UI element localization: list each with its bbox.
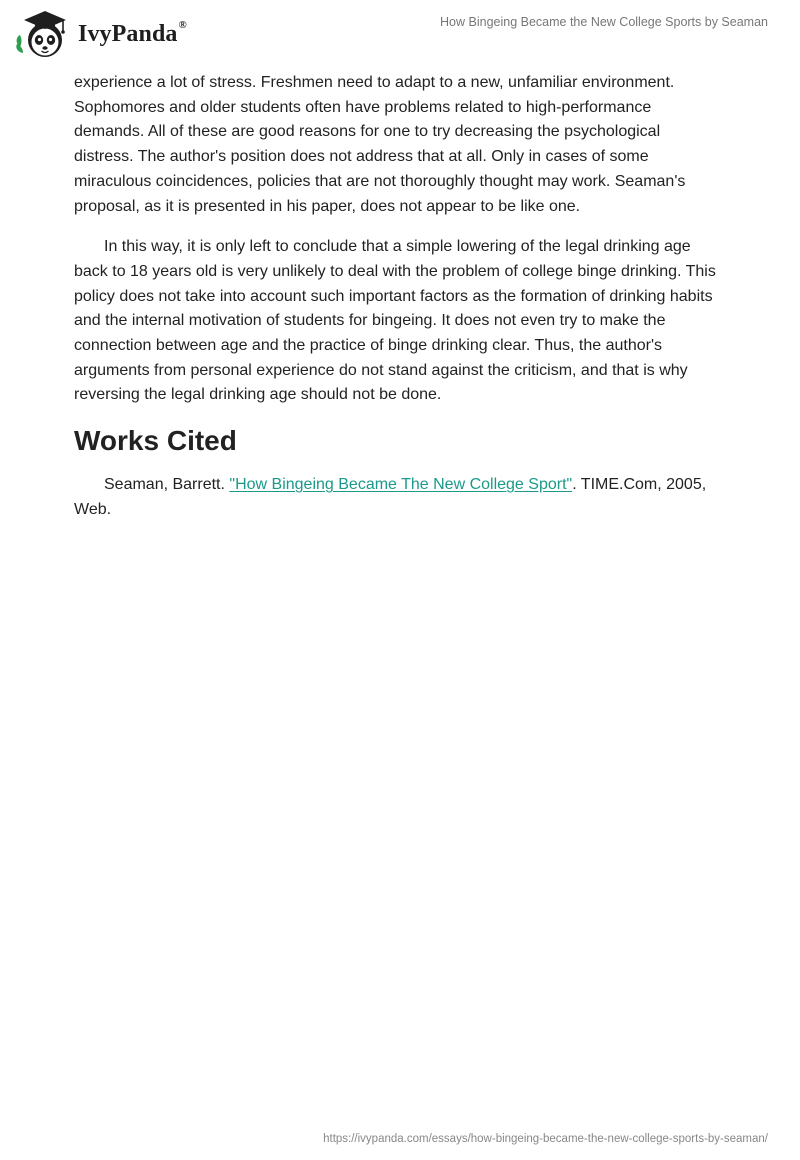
citation-link[interactable]: "How Bingeing Became The New College Sport" [229,476,573,494]
logo-wordmark: IvyPanda® [78,18,187,47]
essay-content [74,71,724,539]
registered-mark: ® [178,18,187,31]
ivypanda-logo[interactable] [14,9,187,59]
citation-author: Seaman, Barrett. [104,476,230,494]
footer-url[interactable]: https://ivypanda.com/essays/how-bingeing-became-the-new-college-sports-by-seaman/ [323,1133,768,1145]
running-title: How Bingeing Became the New College Sports by Seaman [440,15,768,29]
paragraph-continued: experience a lot of stress. Freshmen need to adapt to a new, unfamiliar environment. Sophomores and older students often have problems related to high-performance demands. All of these are good reasons for one to try decreasing the psychological distress. The author's position does not address that at all. Only in cases of some miraculous coincidences, policies that are not thoroughly thought may work. Seaman's proposal, as it is presented in his paper, does not appear to be like one. [74,74,686,215]
citation-entry [74,473,724,522]
panda-graduate-icon [14,9,72,59]
citation-source: . TIME.Com, 2005, Web. [74,476,707,518]
paragraph-conclusion: In this way, it is only left to conclude that a simple lowering of the legal drinking age back to 18 years old is very unlikely to deal with the problem of college binge drinking. This policy does not take into account such important factors as the formation of drinking habits and the internal motivation of students for bingeing. It does not even try to make the connection between age and the practice of binge drinking clear. Thus, the author's arguments from personal experience do not stand against the criticism, and that is why reversing the legal drinking age should not be done. [74,238,716,404]
page-header [0,0,800,70]
works-cited-heading: Works Cited [74,425,237,457]
